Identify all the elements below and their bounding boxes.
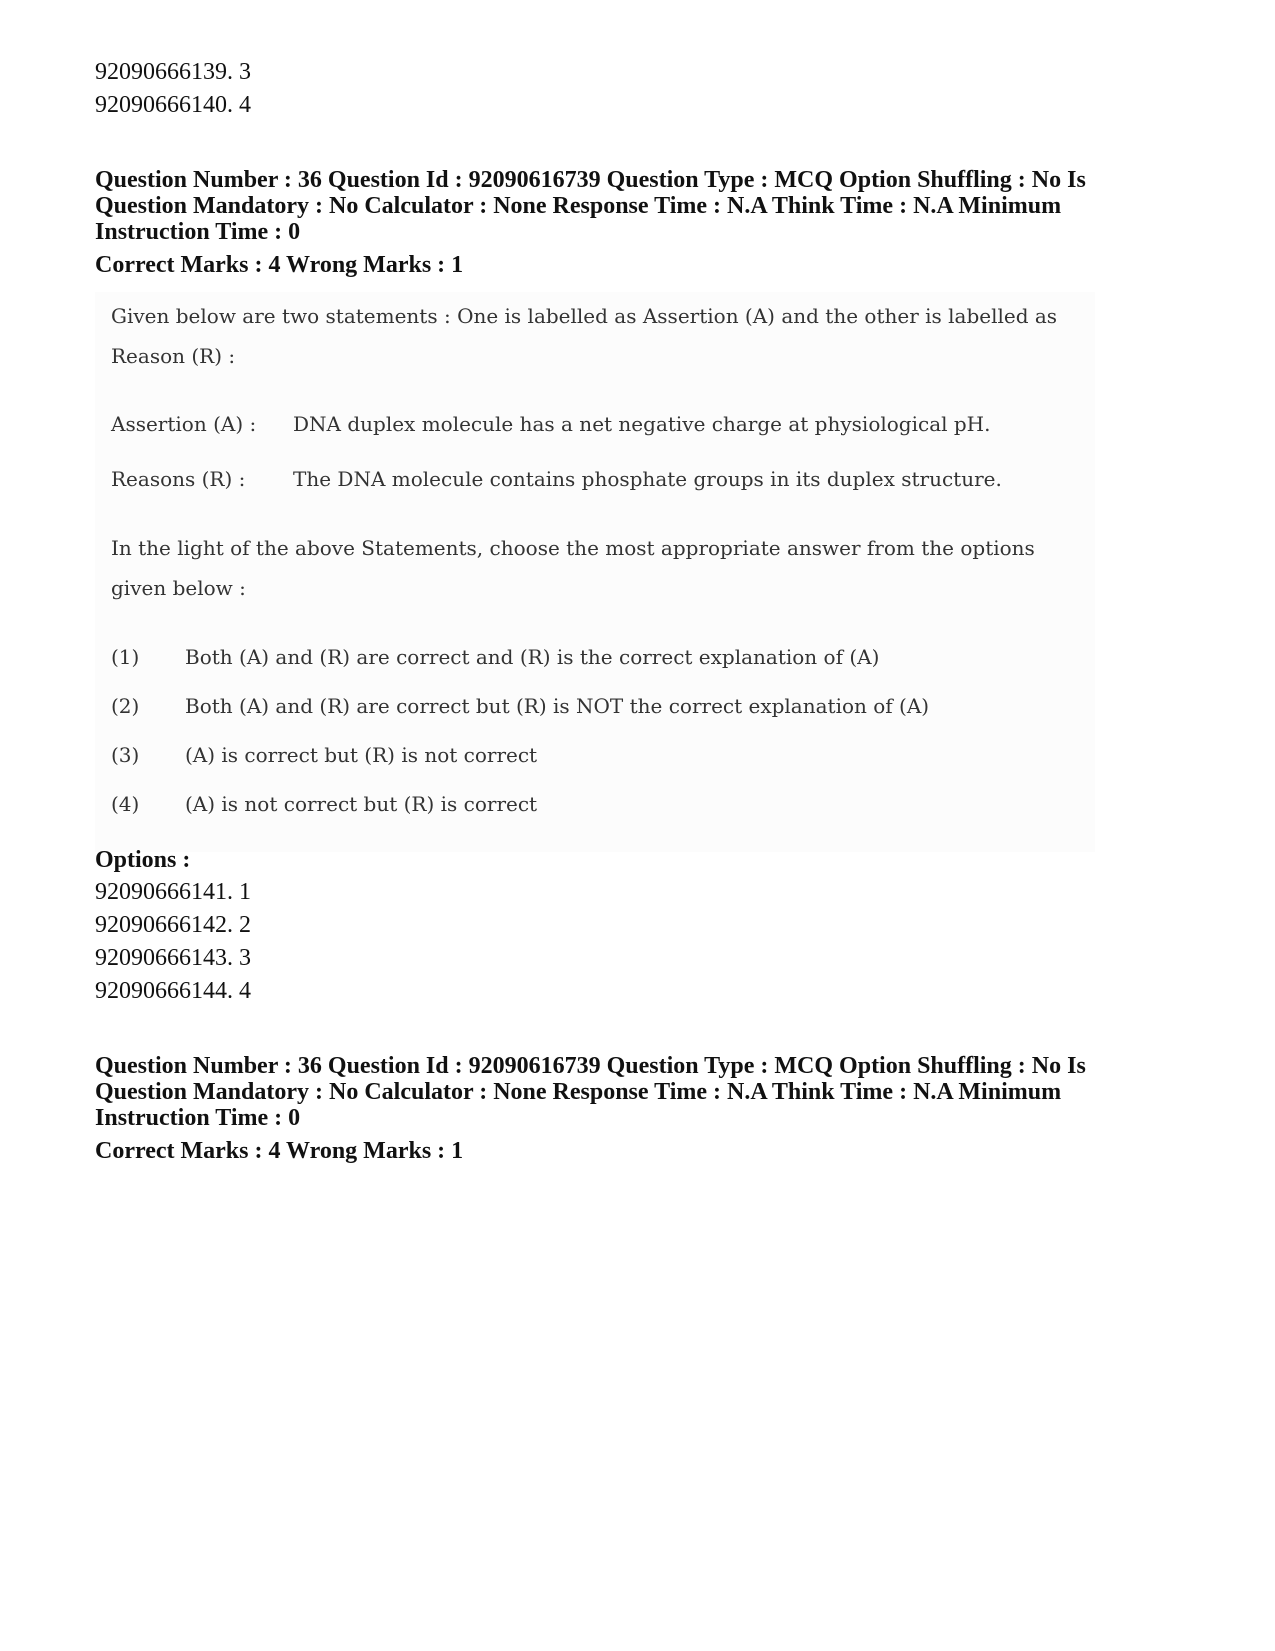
choice-text: (A) is correct but (R) is not correct	[185, 743, 538, 767]
intro-line: Given below are two statements : One is labelled as Assertion (A) and the other is labelled as	[111, 304, 1058, 328]
option-line: 92090666141. 1	[95, 879, 251, 905]
option-line: 92090666142. 2	[95, 912, 251, 938]
question-header-line: Question Number : 36 Question Id : 92090616739 Question Type : MCQ Option Shuffling : No Is	[95, 167, 1086, 193]
reason-text: The DNA molecule contains phosphate groups in its duplex structure.	[293, 467, 1002, 491]
choice-text: (A) is not correct but (R) is correct	[185, 792, 538, 816]
question-header-line: Instruction Time : 0	[95, 219, 301, 245]
assertion-text: DNA duplex molecule has a net negative charge at physiological pH.	[293, 412, 991, 436]
options-label: Options :	[95, 847, 191, 873]
intro-line: Reason (R) :	[111, 344, 236, 368]
choice-number: (1)	[111, 645, 140, 669]
question-body-image	[95, 292, 1095, 852]
question-header-line: Question Number : 36 Question Id : 92090616739 Question Type : MCQ Option Shuffling : No Is	[95, 1053, 1086, 1079]
question-header-line: Instruction Time : 0	[95, 1105, 301, 1131]
choice-number: (2)	[111, 694, 140, 718]
choice-number: (4)	[111, 792, 140, 816]
marks-line: Correct Marks : 4 Wrong Marks : 1	[95, 252, 464, 278]
option-line: 92090666144. 4	[95, 978, 251, 1004]
question-header-line: Question Mandatory : No Calculator : None Response Time : N.A Think Time : N.A Minimum	[95, 193, 1062, 219]
choice-text: Both (A) and (R) are correct but (R) is NOT the correct explanation of (A)	[185, 694, 930, 718]
reason-label: Reasons (R) :	[111, 467, 246, 491]
question-header-line: Question Mandatory : No Calculator : None Response Time : N.A Think Time : N.A Minimum	[95, 1079, 1062, 1105]
choice-number: (3)	[111, 743, 140, 767]
prompt-line: given below :	[111, 576, 246, 600]
marks-line: Correct Marks : 4 Wrong Marks : 1	[95, 1138, 464, 1164]
choice-text: Both (A) and (R) are correct and (R) is the correct explanation of (A)	[185, 645, 880, 669]
assertion-label: Assertion (A) :	[111, 412, 257, 436]
prev-option-line: 92090666140. 4	[95, 92, 251, 118]
prompt-line: In the light of the above Statements, choose the most appropriate answer from the options	[111, 536, 1035, 560]
option-line: 92090666143. 3	[95, 945, 251, 971]
prev-option-line: 92090666139. 3	[95, 59, 251, 85]
